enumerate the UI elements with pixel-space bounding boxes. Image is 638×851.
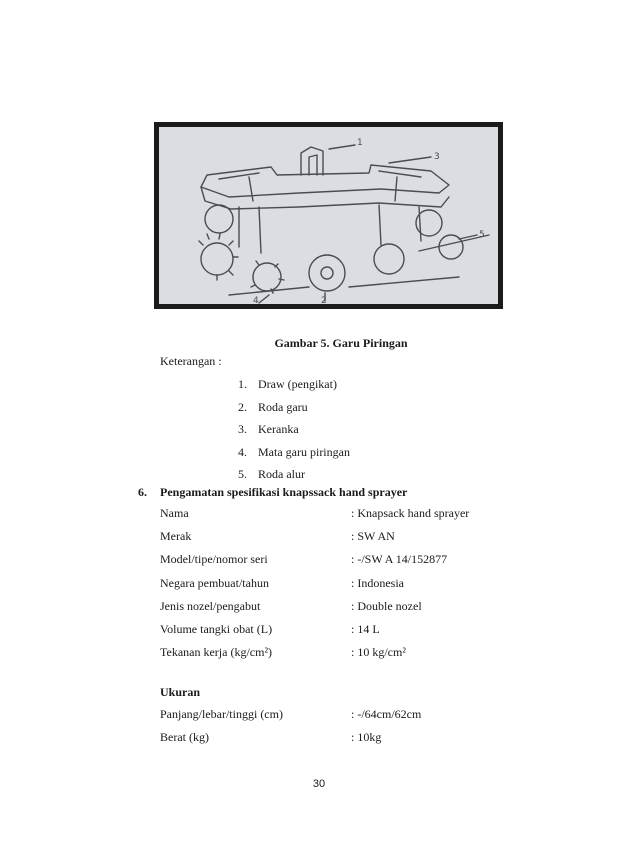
list-item-text: Mata garu piringan xyxy=(258,444,350,459)
spec-key: Jenis nozel/pengabut xyxy=(160,598,261,613)
legend-list xyxy=(238,377,350,490)
table-row xyxy=(160,622,540,645)
list-item-number: 2. xyxy=(238,399,247,414)
spec-key: Model/tipe/nomor seri xyxy=(160,552,268,567)
spec-value: : SW AN xyxy=(351,529,395,544)
spec-key: Nama xyxy=(160,506,189,520)
list-item-text: Draw (pengikat) xyxy=(258,377,337,391)
subsection-heading: Ukuran xyxy=(160,685,201,699)
table-row xyxy=(160,645,540,668)
figure-caption-text: Gambar 5. Garu Piringan xyxy=(274,336,408,350)
spec-value: : Knapsack hand sprayer xyxy=(351,506,470,520)
table-row xyxy=(160,506,540,529)
sketch-label-1: 1 xyxy=(357,138,363,148)
sketch-label-2: 2 xyxy=(321,296,327,304)
spec-value: : Indonesia xyxy=(351,575,404,590)
spec-value: : 10 kg/cm² xyxy=(351,645,406,660)
list-item xyxy=(238,377,350,400)
table-row xyxy=(160,529,540,552)
spec-value: : 14 L xyxy=(351,621,380,636)
table-row xyxy=(160,599,540,622)
spec-key: Merak xyxy=(160,529,192,544)
section-number: 6. xyxy=(138,485,147,499)
page-number: 30 xyxy=(312,778,326,790)
spec-key: Panjang/lebar/tinggi (cm) xyxy=(160,707,283,721)
list-item xyxy=(238,422,350,445)
spec-key: Tekanan kerja (kg/cm²) xyxy=(160,645,273,660)
sketch-photo xyxy=(154,122,503,309)
table-row xyxy=(160,730,540,753)
spec-value: : 10kg xyxy=(351,730,382,745)
list-item-number: 4. xyxy=(238,444,247,459)
list-item-text: Roda alur xyxy=(258,467,305,481)
sketch-label-4: 4 xyxy=(253,296,259,304)
list-item-text: Roda garu xyxy=(258,399,308,414)
disc-harrow-sketch xyxy=(159,127,498,304)
list-item-text: Keranka xyxy=(258,422,299,436)
list-item xyxy=(238,445,350,468)
list-item xyxy=(238,400,350,423)
list-item-number: 5. xyxy=(238,467,247,481)
table-row xyxy=(160,707,540,730)
table-row xyxy=(160,552,540,575)
spec-value: : -/64cm/62cm xyxy=(351,707,422,721)
sketch-label-3: 3 xyxy=(434,152,440,162)
figure-caption xyxy=(0,336,638,351)
table-row xyxy=(160,576,540,599)
legend-label: Keterangan : xyxy=(160,354,222,368)
spec-key: Volume tangki obat (L) xyxy=(160,621,273,636)
list-item-number: 1. xyxy=(238,377,247,391)
spec-value: : -/SW A 14/152877 xyxy=(351,552,448,567)
sketch-label-5: 5 xyxy=(479,230,485,240)
list-item-number: 3. xyxy=(238,422,247,436)
spec-key: Berat (kg) xyxy=(160,730,209,745)
section-heading xyxy=(138,485,407,500)
spec-value: : Double nozel xyxy=(351,598,422,613)
spec-table xyxy=(160,506,540,668)
spec-key: Negara pembuat/tahun xyxy=(160,575,269,590)
dimension-table xyxy=(160,707,540,753)
section-title: Pengamatan spesifikasi knapssack hand sprayer xyxy=(160,485,408,499)
